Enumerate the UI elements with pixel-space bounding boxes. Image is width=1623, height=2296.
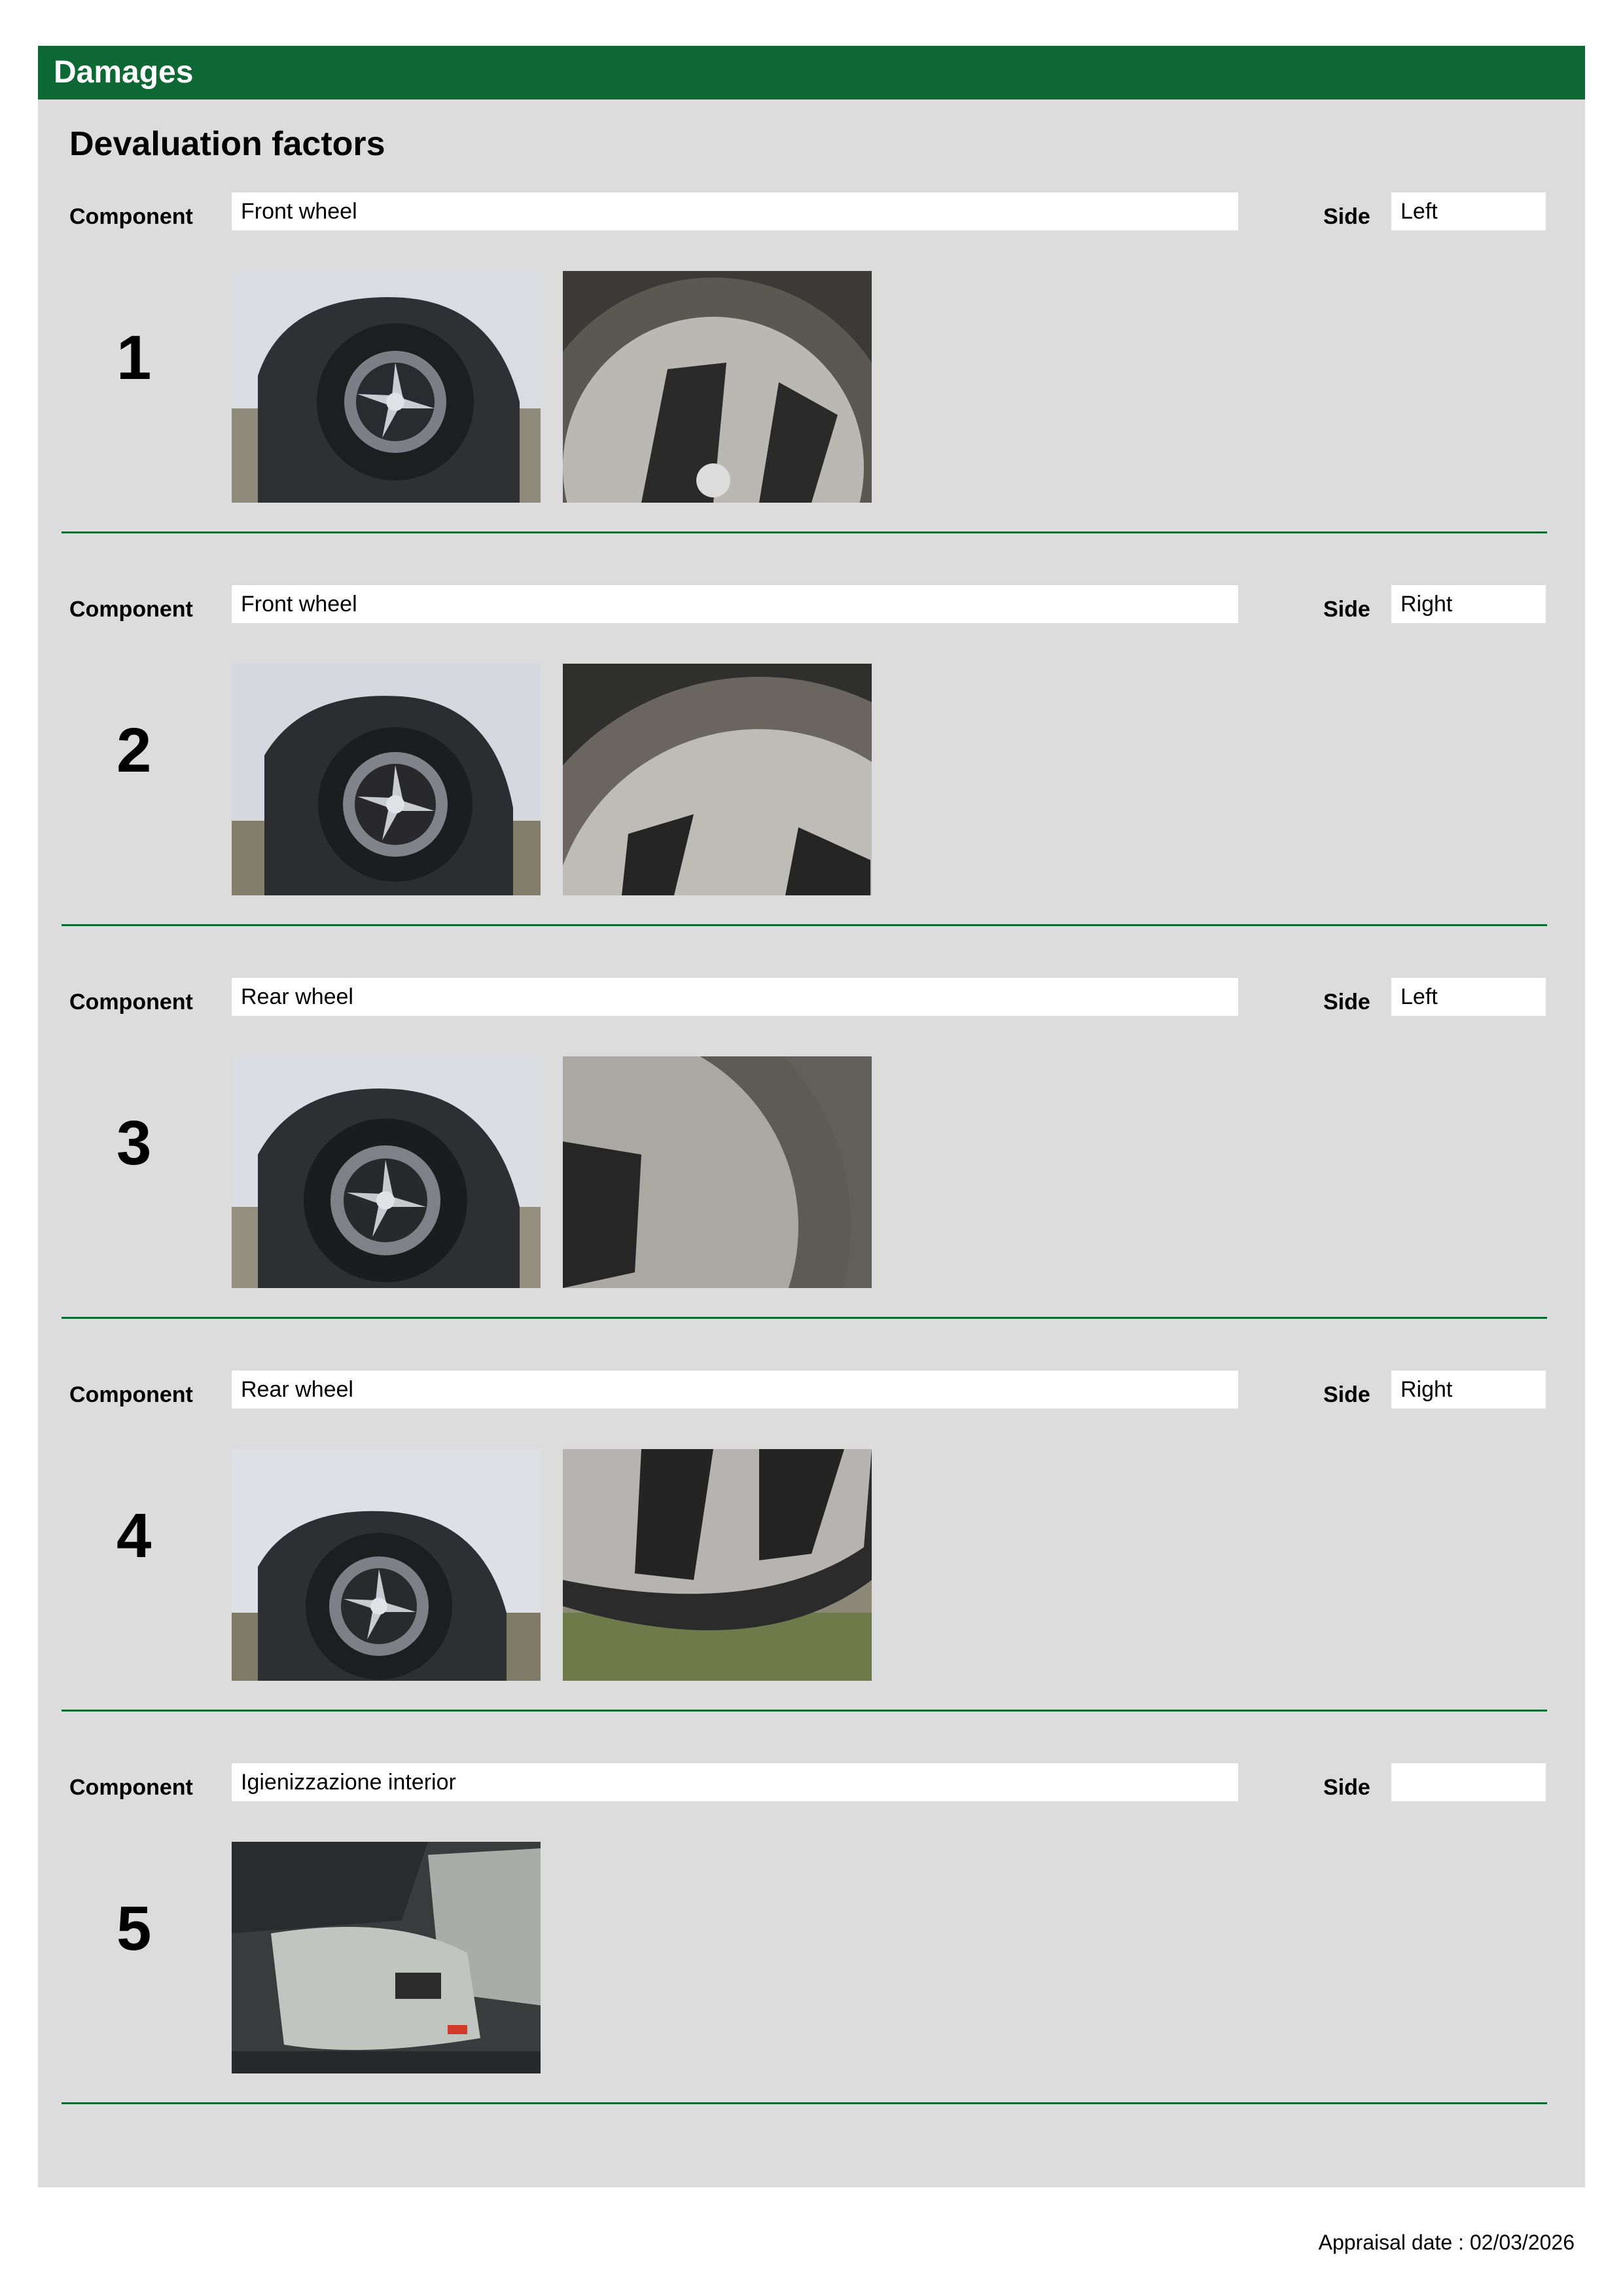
component-field: Front wheel <box>232 192 1238 230</box>
component-field: Rear wheel <box>232 1371 1238 1408</box>
component-field: Rear wheel <box>232 978 1238 1016</box>
entry-number: 3 <box>116 1108 152 1178</box>
side-label: Side <box>1323 1775 1370 1800</box>
damage-entry-4 <box>38 1278 1585 1672</box>
damage-entry-5 <box>38 1670 1585 2065</box>
entry-number: 1 <box>116 323 152 393</box>
side-label: Side <box>1323 1382 1370 1407</box>
devaluation-panel <box>38 99 1585 2187</box>
wheel-side-view-photo[interactable] <box>232 271 541 503</box>
damage-entry-1 <box>38 99 1585 494</box>
side-label: Side <box>1323 204 1370 229</box>
component-field: Front wheel <box>232 585 1238 623</box>
tyre-closeup-photo[interactable] <box>563 1056 872 1288</box>
car-seat-interior-photo[interactable] <box>232 1842 541 2073</box>
entry-number: 4 <box>116 1501 152 1571</box>
side-label: Side <box>1323 597 1370 622</box>
component-label: Component <box>69 204 193 229</box>
side-field: Right <box>1391 1371 1546 1408</box>
entry-divider <box>62 2102 1547 2104</box>
component-field: Igienizzazione interior <box>232 1763 1238 1801</box>
side-label: Side <box>1323 990 1370 1014</box>
side-field: Left <box>1391 978 1546 1016</box>
tyre-closeup-photo[interactable] <box>563 664 872 895</box>
wheel-side-view-photo[interactable] <box>232 664 541 895</box>
damage-entry-3 <box>38 885 1585 1280</box>
wheel-closeup-photo[interactable] <box>563 271 872 503</box>
side-field: Right <box>1391 585 1546 623</box>
component-label: Component <box>69 597 193 622</box>
component-label: Component <box>69 1382 193 1407</box>
side-field <box>1391 1763 1546 1801</box>
section-title: Devaluation factors <box>69 125 385 163</box>
component-label: Component <box>69 1775 193 1800</box>
damages-header <box>38 46 1585 99</box>
rim-closeup-photo[interactable] <box>563 1449 872 1681</box>
appraisal-date: Appraisal date : 02/03/2026 <box>1318 2231 1575 2254</box>
component-label: Component <box>69 990 193 1014</box>
entry-number: 2 <box>116 715 152 785</box>
entry-number: 5 <box>116 1893 152 1964</box>
wheel-side-view-photo[interactable] <box>232 1449 541 1681</box>
side-field: Left <box>1391 192 1546 230</box>
header-title: Damages <box>54 55 194 90</box>
damage-entry-2 <box>38 492 1585 887</box>
wheel-side-view-photo[interactable] <box>232 1056 541 1288</box>
